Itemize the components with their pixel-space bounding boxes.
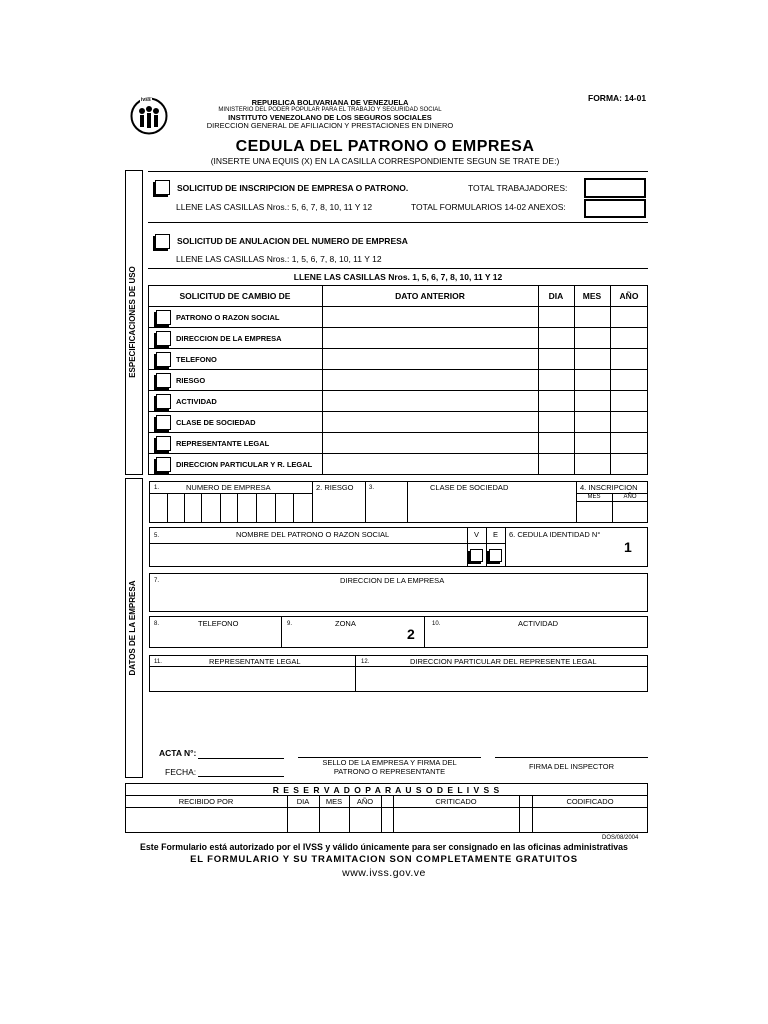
- inspector-label: FIRMA DEL INSPECTOR: [528, 762, 615, 771]
- fecha-line[interactable]: [198, 776, 284, 777]
- reservado-dia: DIA: [296, 797, 310, 806]
- cambio-banner: LLENE LAS CASILLAS Nros. 1, 5, 6, 7, 8, 10, 11 Y 12: [293, 272, 503, 282]
- cambio-checkbox[interactable]: [156, 331, 171, 346]
- header-line-4: DIRECCION GENERAL DE AFILIACION Y PRESTACIONES EN DINERO: [206, 121, 454, 130]
- divider: [148, 222, 648, 223]
- field-7-number: 7.: [154, 578, 160, 584]
- col-solicitud: SOLICITUD DE CAMBIO DE: [179, 291, 291, 301]
- field-8-number: 8.: [154, 621, 160, 627]
- codificado-label: CODIFICADO: [566, 797, 614, 806]
- form-version-code: DOS/08/2004: [602, 835, 639, 841]
- direccion-representante-label: DIRECCION PARTICULAR DEL REPRESENTE LEGAL: [410, 657, 597, 666]
- recibido-label: RECIBIDO POR: [178, 797, 234, 806]
- sello-label-1: SELLO DE LA EMPRESA Y FIRMA DEL: [322, 758, 457, 767]
- table-header-line: [148, 306, 648, 307]
- field-3-number: 3.: [369, 485, 375, 491]
- header-line-3: INSTITUTO VENEZOLANO DE LOS SEGUROS SOCIALES: [228, 113, 432, 122]
- page-subtitle: (INSERTE UNA EQUIS (X) EN LA CASILLA CORRESPONDIENTE SEGUN SE TRATE DE:): [210, 156, 560, 166]
- cambio-checkbox[interactable]: [156, 415, 171, 430]
- riesgo-label: 2. RIESGO: [316, 483, 354, 492]
- reservado-title: R E S E R V A D O P A R A U S O D E L I V S S: [272, 785, 501, 795]
- extranjero-checkbox[interactable]: [489, 549, 502, 562]
- cambio-checkbox[interactable]: [156, 457, 171, 472]
- header-line-2: MINISTERIO DEL PODER POPULAR PARA EL TRABAJO Y SEGURIDAD SOCIAL: [218, 107, 442, 113]
- header-line-1: REPUBLICA BOLIVARIANA DE VENEZUELA: [251, 98, 409, 107]
- direccion-empresa-label: DIRECCION DE LA EMPRESA: [340, 576, 445, 585]
- v-label: V: [473, 530, 479, 539]
- clase-sociedad-label: CLASE DE SOCIEDAD: [430, 483, 509, 492]
- mark-1: 1: [624, 539, 632, 555]
- col-mes: MES: [582, 291, 602, 301]
- zona-label: ZONA: [335, 619, 356, 628]
- anulacion-label: SOLICITUD DE ANULACION DEL NUMERO DE EMPRESA: [177, 236, 408, 246]
- inspector-line: [495, 757, 648, 758]
- field-10-number: 10.: [432, 621, 441, 627]
- cambio-item-label: PATRONO O RAZON SOCIAL: [176, 313, 280, 322]
- logo-text: ivss: [141, 97, 151, 103]
- representante-label: REPRESENTANTE LEGAL: [209, 657, 301, 666]
- total-trabajadores-field[interactable]: [584, 178, 646, 198]
- side-label-especificaciones: ESPECIFICACIONES DE USO: [128, 266, 137, 378]
- cambio-item-label: DIRECCION PARTICULAR Y R. LEGAL: [176, 460, 313, 469]
- cambio-checkbox[interactable]: [156, 310, 171, 325]
- field-5-number: 5.: [154, 533, 160, 539]
- cambio-item-label: REPRESENTANTE LEGAL: [176, 439, 270, 448]
- footer-url[interactable]: www.ivss.gov.ve: [342, 867, 426, 879]
- reservado-ano: AÑO: [356, 797, 374, 806]
- field-12-number: 12.: [361, 659, 370, 665]
- page-title: CEDULA DEL PATRONO O EMPRESA: [235, 138, 535, 155]
- cambio-item-label: ACTIVIDAD: [176, 397, 217, 406]
- inscripcion-label: 4. INSCRIPCION: [580, 483, 638, 492]
- sello-label-2: PATRONO O REPRESENTANTE: [333, 767, 446, 776]
- field-1-number: 1.: [154, 485, 160, 491]
- total-formularios-label: TOTAL FORMULARIOS 14-02 ANEXOS:: [411, 202, 566, 212]
- cambio-checkbox[interactable]: [156, 394, 171, 409]
- cambio-checkbox[interactable]: [156, 436, 171, 451]
- inscripcion-ano: AÑO: [623, 494, 637, 500]
- inscripcion-label: SOLICITUD DE INSCRIPCION DE EMPRESA O PATRONO.: [177, 183, 409, 193]
- cambio-checkbox[interactable]: [156, 373, 171, 388]
- form-code: FORMA: 14-01: [588, 93, 647, 103]
- field-11-number: 11.: [154, 659, 162, 665]
- divider: [148, 171, 648, 172]
- col-ano: AÑO: [619, 291, 639, 301]
- anulacion-llene: LLENE LAS CASILLAS Nros.: 1, 5, 6, 7, 8, 10, 11 Y 12: [176, 254, 382, 264]
- col-dato-anterior: DATO ANTERIOR: [395, 291, 465, 301]
- inscripcion-checkbox[interactable]: [155, 180, 170, 195]
- telefono-label: TELEFONO: [198, 619, 239, 628]
- total-formularios-field[interactable]: [584, 199, 646, 218]
- cambio-item-label: TELEFONO: [176, 355, 217, 364]
- cambio-checkbox[interactable]: [156, 352, 171, 367]
- side-label-datos: DATOS DE LA EMPRESA: [128, 580, 137, 676]
- criticado-label: CRITICADO: [435, 797, 477, 806]
- acta-label: ACTA N°:: [159, 748, 197, 758]
- venezolano-checkbox[interactable]: [470, 549, 483, 562]
- mark-2: 2: [407, 626, 415, 642]
- fecha-label: FECHA:: [165, 767, 197, 777]
- acta-line[interactable]: [198, 758, 284, 759]
- reservado-mes: MES: [325, 797, 343, 806]
- actividad-label: ACTIVIDAD: [518, 619, 559, 628]
- cambio-item-label: DIRECCION DE LA EMPRESA: [176, 334, 282, 343]
- e-label: E: [492, 530, 498, 539]
- inscripcion-llene: LLENE LAS CASILLAS Nros.: 5, 6, 7, 8, 10, 11 Y 12: [176, 202, 373, 212]
- anulacion-checkbox[interactable]: [155, 234, 170, 249]
- field-9-number: 9.: [287, 621, 293, 627]
- cedula-label: 6. CEDULA IDENTIDAD N°: [509, 530, 601, 539]
- col-dia: DIA: [548, 291, 564, 301]
- ivss-logo: [130, 97, 168, 135]
- inscripcion-mes: MES: [587, 494, 601, 500]
- divider: [148, 268, 648, 269]
- cambio-item-label: RIESGO: [176, 376, 206, 385]
- footer-authorization: Este Formulario está autorizado por el IVSS y válido únicamente para ser consignado en las oficinas administrativas: [140, 842, 628, 852]
- nombre-patrono-label: NOMBRE DEL PATRONO O RAZON SOCIAL: [236, 530, 390, 539]
- numero-empresa-label: NUMERO DE EMPRESA: [186, 483, 271, 492]
- cambio-item-label: CLASE DE SOCIEDAD: [176, 418, 256, 427]
- footer-gratuito: EL FORMULARIO Y SU TRAMITACION SON COMPLETAMENTE GRATUITOS: [190, 854, 578, 865]
- total-trabajadores-label: TOTAL TRABAJADORES:: [468, 183, 568, 193]
